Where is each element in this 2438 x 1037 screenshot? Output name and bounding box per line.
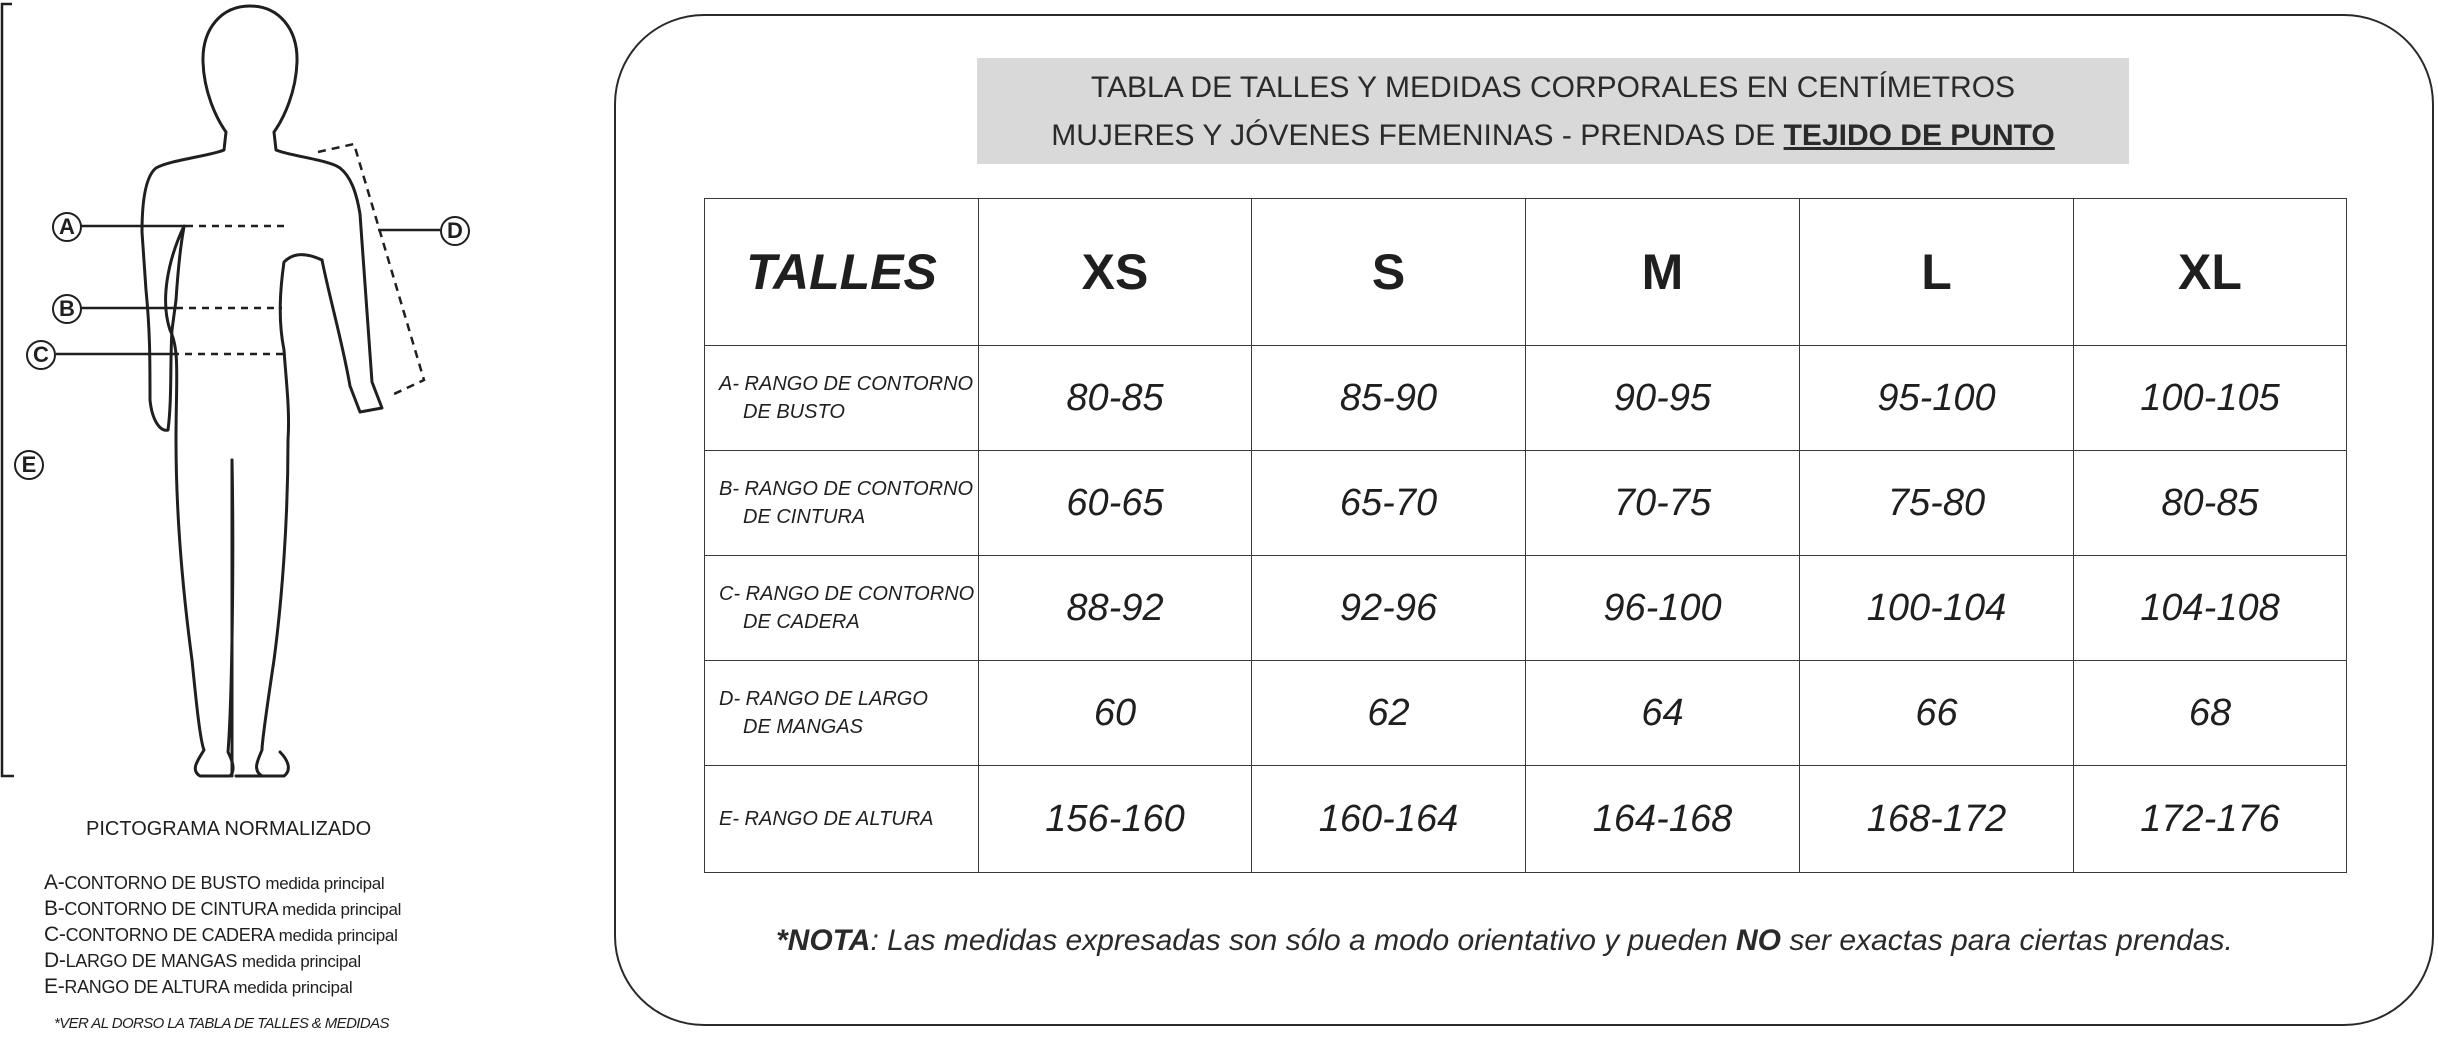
label-a: A bbox=[52, 212, 82, 242]
table-row-altura bbox=[705, 766, 2347, 873]
legend-item-b: B-CONTORNO DE CINTURA medida principal bbox=[44, 897, 402, 920]
title-line-2: MUJERES Y JÓVENES FEMENINAS - PRENDAS DE TEJIDO DE PUNTO bbox=[1051, 119, 2055, 152]
header-size-xl: XL bbox=[2074, 199, 2347, 346]
table-cell: 90-95 bbox=[1526, 346, 1800, 451]
header-row bbox=[705, 199, 2347, 346]
table-cell: 60-65 bbox=[979, 451, 1252, 556]
legend-item-a: A-CONTORNO DE BUSTO medida principal bbox=[44, 871, 385, 894]
row-label: C- RANGO DE CONTORNO DE CADERA bbox=[705, 556, 979, 661]
title-line-1: TABLA DE TALLES Y MEDIDAS CORPORALES EN CENTÍMETROS bbox=[1090, 71, 2016, 104]
header-size-s: S bbox=[1252, 199, 1526, 346]
table-cell: 168-172 bbox=[1800, 766, 2074, 873]
table-cell: 68 bbox=[2074, 661, 2347, 766]
size-table bbox=[704, 198, 2347, 873]
row-label: D- RANGO DE LARGO DE MANGAS bbox=[705, 661, 979, 766]
table-cell: 64 bbox=[1526, 661, 1800, 766]
row-label: E- RANGO DE ALTURA bbox=[705, 766, 979, 873]
header-talles: TALLES bbox=[705, 199, 979, 346]
table-cell: 164-168 bbox=[1526, 766, 1800, 873]
silhouette-figure bbox=[0, 0, 480, 800]
legend-item-c: C-CONTORNO DE CADERA medida principal bbox=[44, 923, 398, 946]
legend-item-e: E-RANGO DE ALTURA medida principal bbox=[44, 975, 353, 998]
disclaimer-note: *NOTA: Las medidas expresadas son sólo a modo orientativo y pueden NO ser exactas para ciertas prendas. bbox=[776, 924, 2233, 957]
table-row-mangas bbox=[705, 661, 2347, 766]
table-cell: 96-100 bbox=[1526, 556, 1800, 661]
header-size-m: M bbox=[1526, 199, 1800, 346]
table-cell: 156-160 bbox=[979, 766, 1252, 873]
table-cell: 60 bbox=[979, 661, 1252, 766]
table-row-cadera bbox=[705, 556, 2347, 661]
table-row-busto bbox=[705, 346, 2347, 451]
table-cell: 66 bbox=[1800, 661, 2074, 766]
table-cell: 92-96 bbox=[1252, 556, 1526, 661]
table-cell: 100-105 bbox=[2074, 346, 2347, 451]
table-cell: 80-85 bbox=[979, 346, 1252, 451]
row-label: A- RANGO DE CONTORNO DE BUSTO bbox=[705, 346, 979, 451]
table-cell: 62 bbox=[1252, 661, 1526, 766]
table-cell: 104-108 bbox=[2074, 556, 2347, 661]
row-label: B- RANGO DE CONTORNO DE CINTURA bbox=[705, 451, 979, 556]
table-cell: 160-164 bbox=[1252, 766, 1526, 873]
measurement-legend bbox=[44, 870, 401, 1000]
label-b: B bbox=[52, 294, 82, 324]
label-c: C bbox=[26, 340, 56, 370]
pictogram-title: PICTOGRAMA NORMALIZADO bbox=[86, 818, 372, 840]
table-cell: 88-92 bbox=[979, 556, 1252, 661]
table-title bbox=[977, 58, 2129, 164]
label-d: D bbox=[440, 216, 470, 246]
legend-item-d: D-LARGO DE MANGAS medida principal bbox=[44, 949, 361, 972]
table-cell: 100-104 bbox=[1800, 556, 2074, 661]
table-cell: 65-70 bbox=[1252, 451, 1526, 556]
back-note: *VER AL DORSO LA TABLA DE TALLES & MEDIDAS bbox=[54, 1015, 389, 1032]
table-cell: 95-100 bbox=[1800, 346, 2074, 451]
label-e: E bbox=[14, 450, 44, 480]
table-cell: 85-90 bbox=[1252, 346, 1526, 451]
table-cell: 75-80 bbox=[1800, 451, 2074, 556]
header-size-l: L bbox=[1800, 199, 2074, 346]
title-emphasis: TEJIDO DE PUNTO bbox=[1783, 119, 2055, 152]
table-row-cintura bbox=[705, 451, 2347, 556]
table-cell: 80-85 bbox=[2074, 451, 2347, 556]
table-cell: 70-75 bbox=[1526, 451, 1800, 556]
body-pictogram bbox=[0, 0, 480, 800]
header-size-xs: XS bbox=[979, 199, 1252, 346]
table-cell: 172-176 bbox=[2074, 766, 2347, 873]
